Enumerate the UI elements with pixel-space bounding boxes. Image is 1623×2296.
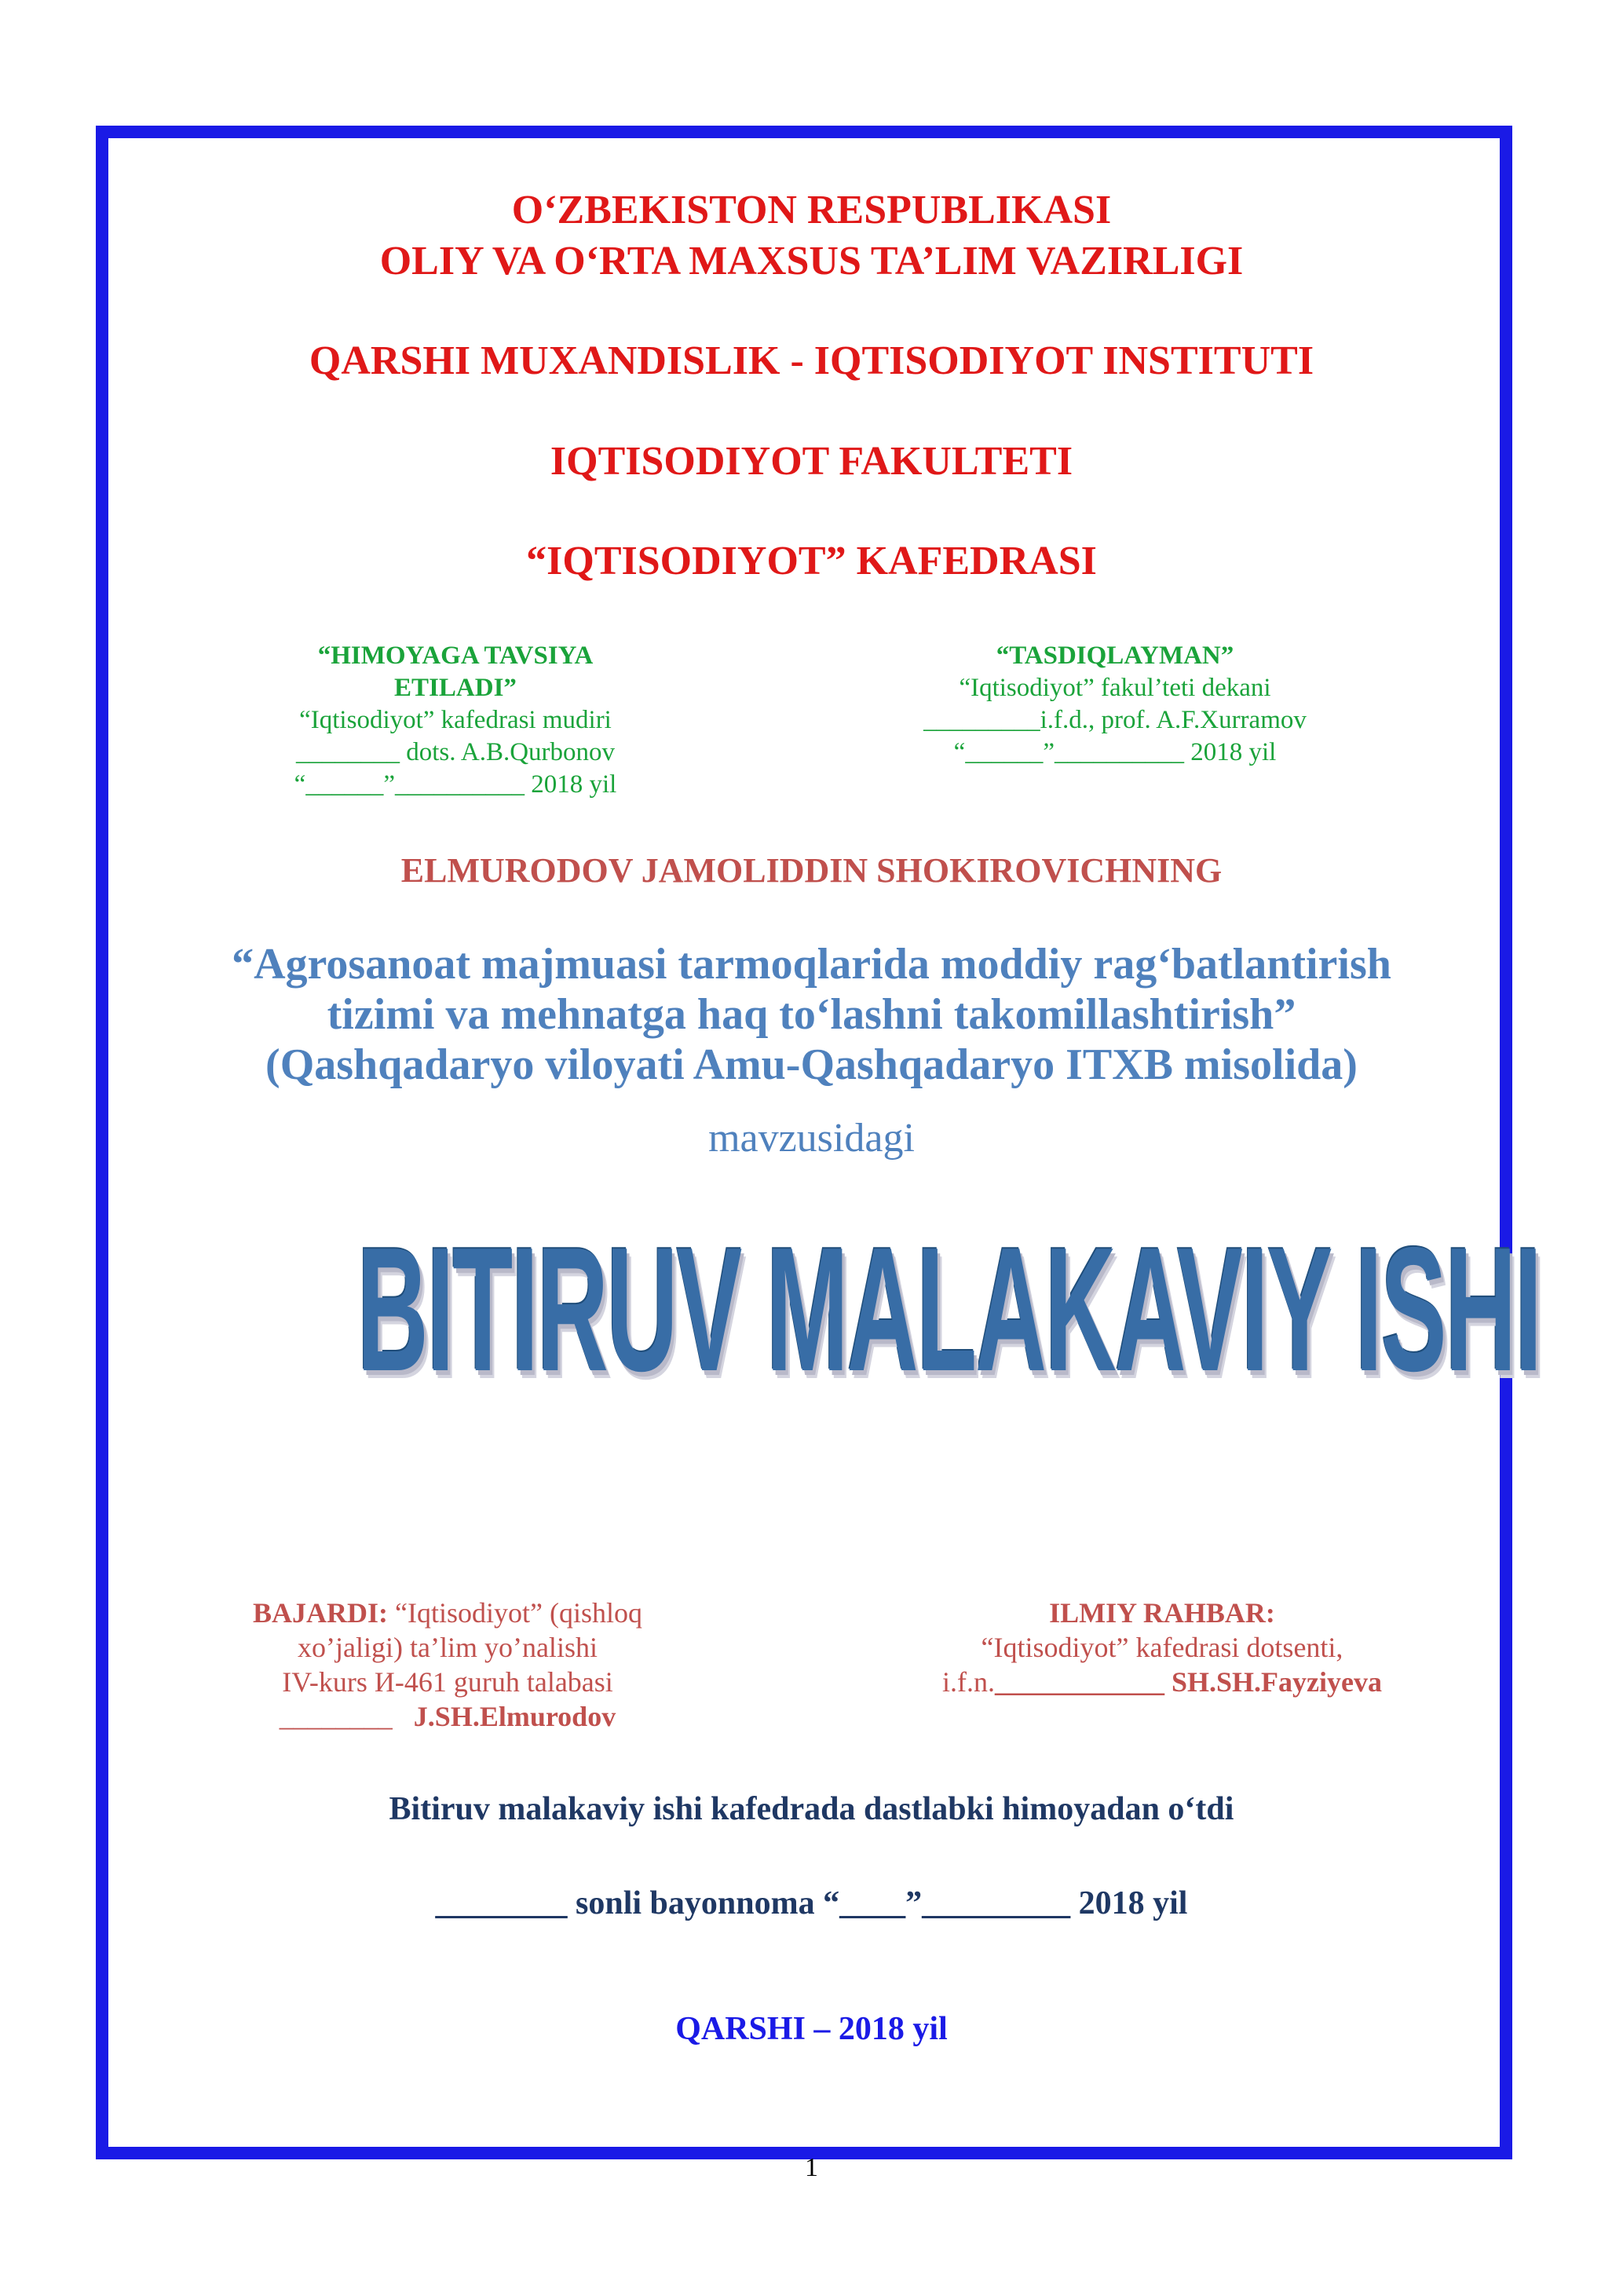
right-approval-role: “Iqtisodiyot” fakul’teti dekani [959,674,1271,702]
right-approval-signature: _________i.f.d., prof. A.F.Xurramov [923,706,1307,734]
right-approval-title: “TASDIQLAYMAN” [996,642,1234,670]
header-faculty: IQTISODIYOT FAKULTETI [550,439,1073,484]
performer-signature-blank: ________ [279,1701,393,1732]
performer-label: BAJARDI: [253,1597,389,1629]
right-approval-date: “______”__________ 2018 yil [953,738,1277,766]
left-approval-signature: ________ dots. A.B.Qurbonov [295,738,616,766]
performer-block [196,1596,699,1734]
topic-suffix: mavzusidagi [708,1116,915,1161]
header-republic: O‘ZBEKISTON RESPUBLIKASI [511,188,1112,232]
footer-city-year: QARSHI – 2018 yil [675,2011,948,2047]
supervisor-block [879,1596,1445,1699]
left-approval [259,640,652,801]
supervisor-line-1: “Iqtisodiyot” kafedrasi dotsenti, [981,1632,1343,1663]
author-name: ELMURODOV JAMOLIDDIN SHOKIROVICHNING [400,851,1223,890]
performer-line-1: “Iqtisodiyot” (qishloq [388,1597,642,1629]
topic [0,939,1623,1090]
protocol-line: ________ sonli bayonnoma “____”_________ 2018 yil [435,1885,1188,1921]
defense-note: Bitiruv malakaviy ishi kafedrada dastlabki himoyadan o‘tdi [389,1791,1234,1827]
document-title-wrapper [0,1210,1623,1408]
left-approval-title-1: “HIMOYAGA TAVSIYA [317,642,594,670]
topic-line-2: tizimi va mehnatga haq to‘lashni takomillashtirish” [327,990,1296,1039]
supervisor-blank: ____________ [995,1666,1164,1698]
right-approval [895,640,1335,769]
page-number: 1 [805,2153,818,2182]
performer-line-2: xo’jaligi) ta’lim yo’nalishi [298,1632,598,1663]
supervisor-label: ILMIY RAHBAR: [1049,1597,1275,1629]
left-approval-date: “______”__________ 2018 yil [294,770,617,799]
topic-line-3: (Qashqadaryo viloyati Amu-Qashqadaryo ITXB misolida) [265,1040,1358,1089]
left-approval-title-2: ETILADI” [394,674,517,702]
header-ministry: OLIY VA O‘RTA MAXSUS TA’LIM VAZIRLIGI [379,239,1244,283]
header-department: “IQTISODIYOT” KAFEDRASI [526,539,1097,583]
document-title: BITIRUV MALAKAVIY ISHI [356,1210,1541,1408]
performer-name: J.SH.Elmurodov [413,1701,616,1732]
supervisor-prefix: i.f.n. [942,1666,995,1698]
left-approval-role: “Iqtisodiyot” kafedrasi mudiri [299,706,612,734]
supervisor-name: SH.SH.Fayziyeva [1164,1666,1382,1698]
performer-line-3: IV-kurs И-461 guruh talabasi [282,1666,613,1698]
header-institute: QARSHI MUXANDISLIK - IQTISODIYOT INSTITUTI [309,338,1314,383]
topic-line-1: “Agrosanoat majmuasi tarmoqlarida moddiy rag‘batlantirish [232,940,1391,989]
